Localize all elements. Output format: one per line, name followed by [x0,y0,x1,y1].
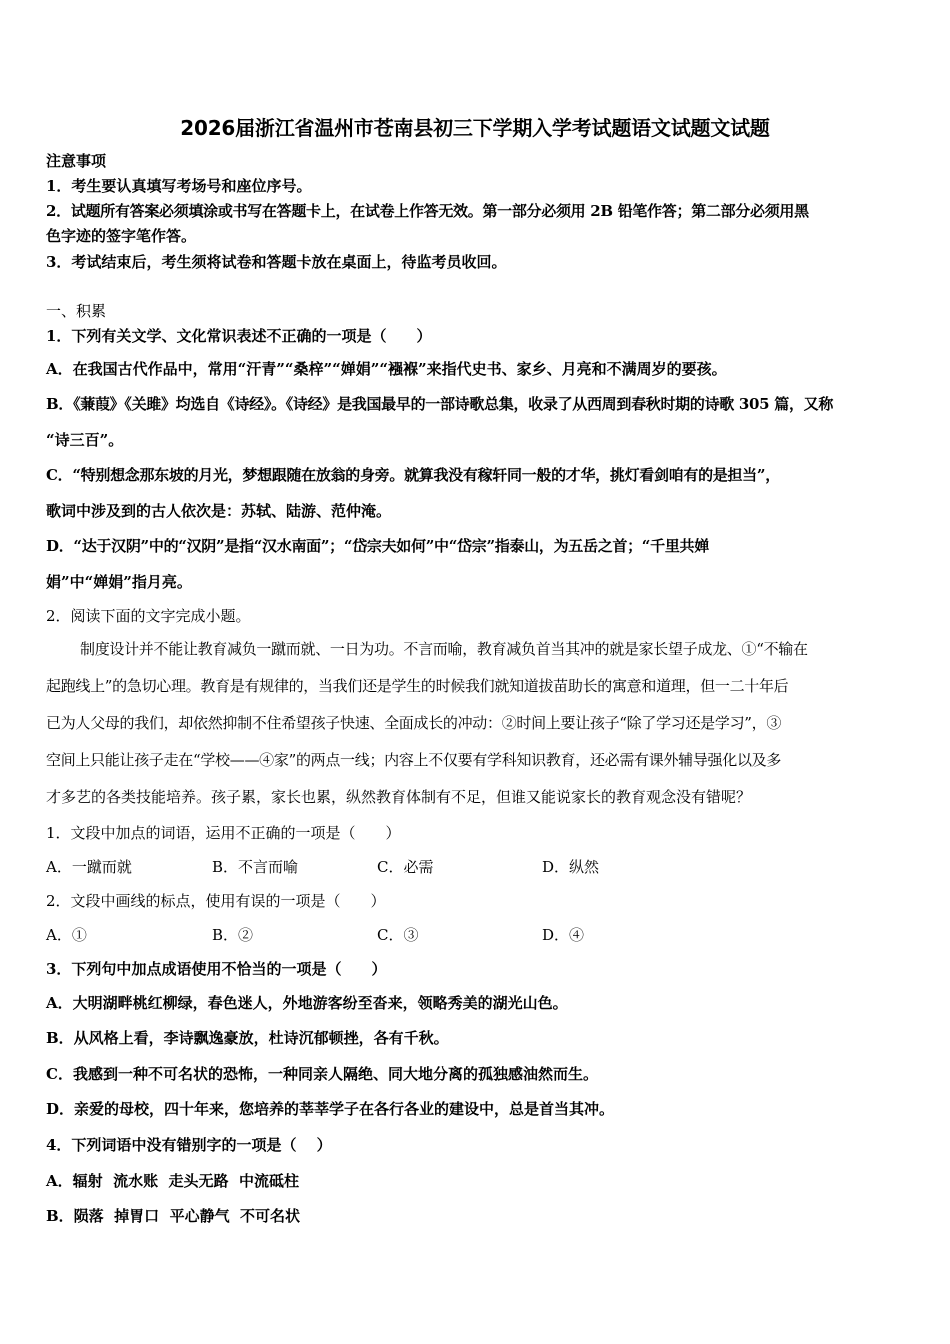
notice-heading: 注意事项 [46,152,107,170]
q1-stem: 1．下列有关文学、文化常识表述不正确的一项是（ ） [46,327,432,345]
q1-option-a: A．在我国古代作品中，常用“汗青”“桑梓”“婵娟”“襁褓”来指代史书、家乡、月亮和不满周岁的要孩。 [46,360,727,378]
q4-stem: 4．下列词语中没有错别字的一项是（ ） [46,1136,332,1154]
q2-passage-line-4: 空间上只能让孩子走在“学校——④家”的两点一线；内容上不仅要有学科知识教育，还必需有课外辅导强化以及多 [46,751,782,769]
q2-sub2-option-d: D．④ [542,926,585,944]
q4-option-a: A．辐射 流水账 走头无路 中流砥柱 [46,1172,299,1190]
q1-option-b: B．《蒹葭》《关雎》均选自《诗经》。《诗经》是我国最早的一部诗歌总集，收录了从西周到春秋时期的诗歌 305 篇，又称 [46,395,834,413]
q2-sub1-stem: 1．文段中加点的词语，运用不正确的一项是（ ） [46,824,401,842]
notice-item-3: 3．考试结束后，考生须将试卷和答题卡放在桌面上，待监考员收回。 [46,253,507,271]
q2-sub1-option-d: D．纵然 [542,858,600,876]
q4-option-b: B．陨落 掉胃口 平心静气 不可名状 [46,1207,301,1225]
notice-item-2: 2．试题所有答案必须填涂或书写在答题卡上，在试卷上作答无效。第一部分必须用 2B 铅笔作答；第二部分必须用黑 [46,202,809,220]
q3-option-c: C．我感到一种不可名状的恐怖，一种同亲人隔绝、同大地分离的孤独感油然而生。 [46,1065,598,1083]
notice-item-1: 1．考生要认真填写考场号和座位序号。 [46,177,312,195]
q2-passage-line-5: 才多艺的各类技能培养。孩子累，家长也累，纵然教育体制有不足，但谁又能说家长的教育观念没有错呢？ [46,788,752,806]
q2-stem: 2．阅读下面的文字完成小题。 [46,607,251,625]
section-heading: 一、积累 [46,302,107,320]
q2-passage-line-2: 起跑线上”的急切心理。教育是有规律的，当我们还是学生的时候我们就知道拔苗助长的寓意和道理，但一二十年后 [46,677,789,695]
q2-sub1-option-c: C．必需 [377,858,434,876]
q2-sub2-option-b: B．② [212,926,254,944]
q1-option-b-cont: “诗三百”。 [46,431,124,449]
q3-option-b: B．从风格上看，李诗飘逸豪放，杜诗沉郁顿挫，各有千秋。 [46,1029,449,1047]
q1-option-c: C．“特别想念那东坡的月光，梦想跟随在放翁的身旁。就算我没有稼轩同一般的才华，挑灯看剑咱有的是担当”， [46,466,780,484]
q2-sub1-option-a: A．一蹴而就 [46,858,132,876]
q3-option-a: A．大明湖畔桃红柳绿，春色迷人，外地游客纷至沓来，领略秀美的湖光山色。 [46,994,568,1012]
q2-sub2-option-a: A．① [46,926,87,944]
q2-sub2-option-c: C．③ [377,926,419,944]
q1-option-d: D．“达于汉阴”中的“汉阴”是指“汉水南面”；“岱宗夫如何”中“岱宗”指泰山，为五岳之首；“千里共婵 [46,537,709,555]
q2-passage-line-1: 制度设计并不能让教育减负一蹴而就、一日为功。不言而喻，教育减负首当其冲的就是家长望子成龙、①“不输在 [80,640,808,658]
q2-passage-line-3: 已为人父母的我们，却依然抑制不住希望孩子快速、全面成长的冲动：②时间上要让孩子“除了学习还是学习”，③ [46,714,782,732]
q2-sub2-stem: 2．文段中画线的标点，使用有误的一项是（ ） [46,892,386,910]
q2-sub1-option-b: B．不言而喻 [212,858,299,876]
q1-option-d-cont: 娟”中“婵娟”指月亮。 [46,573,192,591]
notice-item-2-cont: 色字迹的签字笔作答。 [46,227,197,245]
q3-option-d: D．亲爱的母校，四十年来，您培养的莘莘学子在各行各业的建设中，总是首当其冲。 [46,1100,615,1118]
page-title: 2026届浙江省温州市苍南县初三下学期入学考试题语文试题文试题 [180,116,770,140]
q3-stem: 3．下列句中加点成语使用不恰当的一项是（ ） [46,960,387,978]
q1-option-c-cont: 歌词中涉及到的古人依次是：苏轼、陆游、范仲淹。 [46,502,392,520]
